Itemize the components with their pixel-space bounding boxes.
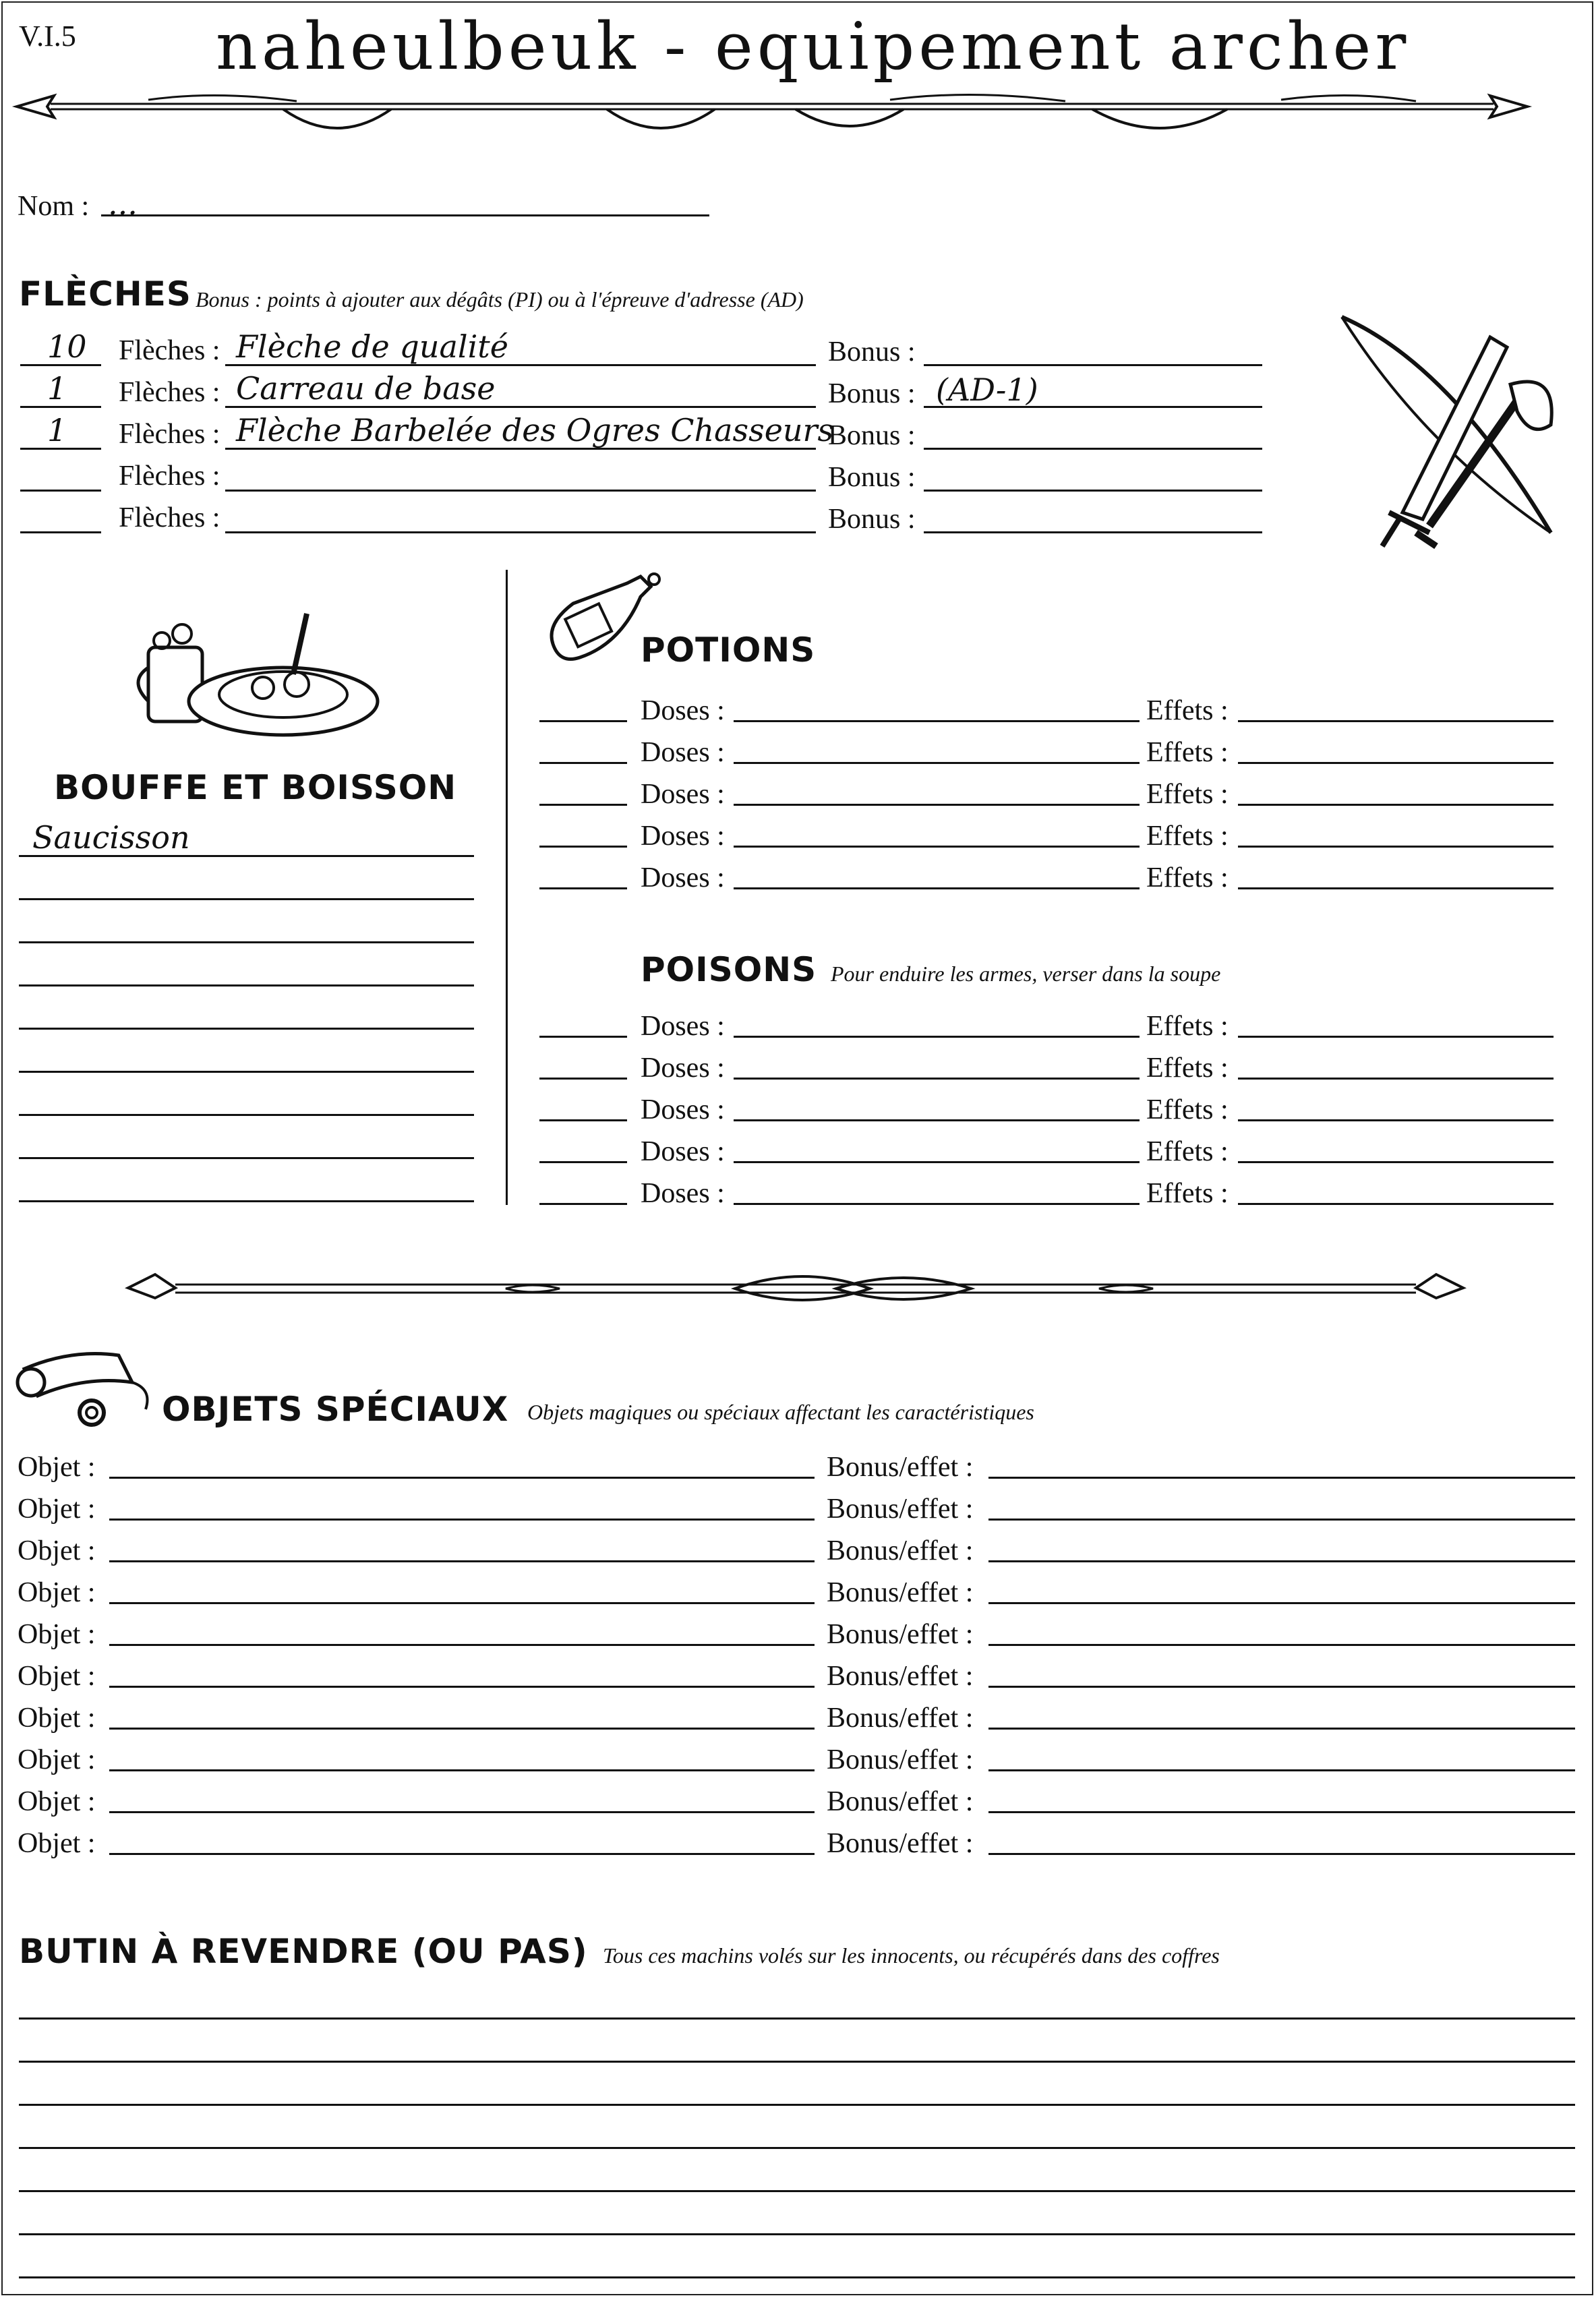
potions-qty-line[interactable] <box>539 720 627 722</box>
fleche-bonus-label: Bonus : <box>828 504 916 535</box>
objet-line[interactable] <box>109 1728 815 1730</box>
objet-bonus-label: Bonus/effet : <box>827 1703 974 1734</box>
objets-note: Objets magiques ou spéciaux affectant les caractéristiques <box>527 1400 1034 1424</box>
poisons-qty-line[interactable] <box>539 1161 627 1163</box>
poisons-doses-line[interactable] <box>734 1203 1140 1205</box>
fleche-bonus-label: Bonus : <box>828 462 916 493</box>
fleche-name[interactable]: Flèche de qualité <box>236 328 509 365</box>
potions-doses-line[interactable] <box>734 762 1140 764</box>
potions-effets-line[interactable] <box>1238 720 1554 722</box>
fleche-bonus-label: Bonus : <box>828 378 916 409</box>
objet-bonus-label: Bonus/effet : <box>827 1577 974 1608</box>
column-divider <box>506 570 508 1205</box>
objet-bonus-line[interactable] <box>988 1853 1575 1855</box>
fleche-label: Flèches : <box>119 502 220 533</box>
objet-line[interactable] <box>109 1519 815 1521</box>
butin-line[interactable] <box>19 2104 1575 2106</box>
staff-divider-icon <box>128 1258 1463 1305</box>
objet-label: Objet : <box>18 1494 96 1525</box>
objet-line[interactable] <box>109 1477 815 1479</box>
objet-bonus-label: Bonus/effet : <box>827 1661 974 1692</box>
objet-bonus-label: Bonus/effet : <box>827 1535 974 1566</box>
bouffe-item[interactable]: Saucisson <box>32 819 190 856</box>
poisons-doses-line[interactable] <box>734 1078 1140 1080</box>
potions-effets-line[interactable] <box>1238 846 1554 848</box>
objet-bonus-label: Bonus/effet : <box>827 1494 974 1525</box>
poisons-doses-line[interactable] <box>734 1036 1140 1038</box>
fleche-label: Flèches : <box>119 335 220 366</box>
nom-field-line <box>101 214 709 216</box>
objet-bonus-line[interactable] <box>988 1811 1575 1813</box>
potions-effets-label: Effets : <box>1146 862 1229 893</box>
potions-doses-line[interactable] <box>734 887 1140 889</box>
fleche-name-line <box>225 490 816 492</box>
bouffe-line <box>19 898 474 900</box>
fleche-label: Flèches : <box>119 377 220 408</box>
objet-bonus-line[interactable] <box>988 1477 1575 1479</box>
scroll-ring-icon <box>18 1342 166 1430</box>
potions-effets-line[interactable] <box>1238 887 1554 889</box>
potions-doses-line[interactable] <box>734 846 1140 848</box>
fleche-label: Flèches : <box>119 461 220 492</box>
potions-effets-label: Effets : <box>1146 821 1229 852</box>
poisons-effets-line[interactable] <box>1238 1119 1554 1121</box>
poisons-doses-label: Doses : <box>641 1136 725 1167</box>
poisons-qty-line[interactable] <box>539 1036 627 1038</box>
nom-label: Nom : <box>18 191 90 222</box>
potions-effets-line[interactable] <box>1238 804 1554 806</box>
crossed-weapons-icon <box>1315 310 1571 553</box>
poisons-doses-label: Doses : <box>641 1011 725 1042</box>
poisons-effets-label: Effets : <box>1146 1011 1229 1042</box>
butin-line[interactable] <box>19 2233 1575 2235</box>
butin-line[interactable] <box>19 2147 1575 2149</box>
objet-line[interactable] <box>109 1602 815 1604</box>
poisons-title: POISONS <box>641 950 817 989</box>
objet-bonus-line[interactable] <box>988 1686 1575 1688</box>
fleche-bonus-label: Bonus : <box>828 336 916 367</box>
fleche-bonus-line <box>924 531 1262 533</box>
poisons-effets-label: Effets : <box>1146 1094 1229 1125</box>
objet-bonus-line[interactable] <box>988 1560 1575 1562</box>
objet-bonus-label: Bonus/effet : <box>827 1744 974 1775</box>
fleches-note: Bonus : points à ajouter aux dégâts (PI) ou à l'épreuve d'adresse (AD) <box>196 287 804 312</box>
fleche-label: Flèches : <box>119 419 220 450</box>
potions-doses-label: Doses : <box>641 862 725 893</box>
potions-qty-line[interactable] <box>539 846 627 848</box>
poisons-effets-label: Effets : <box>1146 1178 1229 1209</box>
fleches-title: FLÈCHES <box>19 274 191 314</box>
potions-qty-line[interactable] <box>539 804 627 806</box>
objet-bonus-line[interactable] <box>988 1728 1575 1730</box>
objet-label: Objet : <box>18 1577 96 1608</box>
fleche-name[interactable]: Flèche Barbelée des Ogres Chasseurs <box>236 412 834 448</box>
objet-line[interactable] <box>109 1769 815 1771</box>
fleche-bonus-line <box>924 490 1262 492</box>
objet-bonus-line[interactable] <box>988 1519 1575 1521</box>
objet-bonus-label: Bonus/effet : <box>827 1452 974 1483</box>
objet-label: Objet : <box>18 1661 96 1692</box>
fleche-qty-line <box>20 490 101 492</box>
objet-label: Objet : <box>18 1535 96 1566</box>
bouffe-line <box>19 941 474 943</box>
potions-qty-line[interactable] <box>539 887 627 889</box>
objet-label: Objet : <box>18 1452 96 1483</box>
objet-bonus-label: Bonus/effet : <box>827 1828 974 1859</box>
objet-label: Objet : <box>18 1786 96 1817</box>
potions-effets-line[interactable] <box>1238 762 1554 764</box>
poisons-doses-label: Doses : <box>641 1053 725 1084</box>
objet-line[interactable] <box>109 1853 815 1855</box>
butin-line[interactable] <box>19 2190 1575 2192</box>
potions-title: POTIONS <box>641 630 816 670</box>
poisons-qty-line[interactable] <box>539 1078 627 1080</box>
fleche-name[interactable]: Carreau de base <box>236 370 496 407</box>
butin-line[interactable] <box>19 2017 1575 2020</box>
poisons-qty-line[interactable] <box>539 1203 627 1205</box>
objet-bonus-label: Bonus/effet : <box>827 1619 974 1650</box>
poisons-doses-label: Doses : <box>641 1178 725 1209</box>
objet-line[interactable] <box>109 1560 815 1562</box>
bouffe-line <box>19 1200 474 1202</box>
bouffe-title: BOUFFE ET BOISSON <box>54 768 457 807</box>
potions-doses-line[interactable] <box>734 804 1140 806</box>
fleche-qty[interactable]: 1 <box>47 370 67 407</box>
objet-bonus-line[interactable] <box>988 1769 1575 1771</box>
poisons-effets-label: Effets : <box>1146 1136 1229 1167</box>
food-plate-icon <box>142 607 384 742</box>
butin-line[interactable] <box>19 2061 1575 2063</box>
potions-effets-label: Effets : <box>1146 779 1229 810</box>
poisons-doses-label: Doses : <box>641 1094 725 1125</box>
fleche-qty[interactable]: 1 <box>47 412 67 448</box>
poisons-effets-line[interactable] <box>1238 1161 1554 1163</box>
objet-line[interactable] <box>109 1644 815 1646</box>
poisons-doses-line[interactable] <box>734 1161 1140 1163</box>
objet-label: Objet : <box>18 1828 96 1859</box>
bouffe-line <box>19 984 474 986</box>
bouffe-line <box>19 1157 474 1159</box>
poisons-note: Pour enduire les armes, verser dans la soupe <box>831 962 1221 986</box>
page-title: naheulbeuk - equipement archer <box>216 9 1411 84</box>
objet-bonus-label: Bonus/effet : <box>827 1786 974 1817</box>
poisons-effets-line[interactable] <box>1238 1078 1554 1080</box>
objet-line[interactable] <box>109 1811 815 1813</box>
objet-label: Objet : <box>18 1744 96 1775</box>
poisons-qty-line[interactable] <box>539 1119 627 1121</box>
poisons-effets-label: Effets : <box>1146 1053 1229 1084</box>
version-label: V.I.5 <box>19 20 76 53</box>
fleche-bonus-label: Bonus : <box>828 420 916 451</box>
fleche-qty[interactable]: 10 <box>47 328 87 365</box>
butin-title: BUTIN À REVENDRE (OU PAS) <box>19 1932 588 1971</box>
fleche-qty-line <box>20 531 101 533</box>
objet-bonus-line[interactable] <box>988 1602 1575 1604</box>
bouffe-line <box>19 1114 474 1116</box>
potions-effets-label: Effets : <box>1146 737 1229 768</box>
potions-qty-line[interactable] <box>539 762 627 764</box>
objet-bonus-line[interactable] <box>988 1644 1575 1646</box>
butin-line[interactable] <box>19 2276 1575 2278</box>
potions-doses-label: Doses : <box>641 695 725 726</box>
objets-title: OBJETS SPÉCIAUX <box>162 1390 509 1429</box>
potions-doses-label: Doses : <box>641 821 725 852</box>
fleche-bonus-line <box>924 364 1262 366</box>
nom-value[interactable]: ... <box>108 185 138 222</box>
potions-doses-label: Doses : <box>641 737 725 768</box>
objet-label: Objet : <box>18 1619 96 1650</box>
potions-effets-label: Effets : <box>1146 695 1229 726</box>
fleche-bonus[interactable]: (AD-1) <box>936 372 1038 408</box>
potions-doses-label: Doses : <box>641 779 725 810</box>
butin-note: Tous ces machins volés sur les innocents, ou récupérés dans des coffres <box>603 1943 1220 1968</box>
potions-doses-line[interactable] <box>734 720 1140 722</box>
objet-label: Objet : <box>18 1703 96 1734</box>
objet-line[interactable] <box>109 1686 815 1688</box>
poisons-doses-line[interactable] <box>734 1119 1140 1121</box>
arrow-divider-icon <box>13 86 1531 147</box>
bouffe-line <box>19 1028 474 1030</box>
fleche-bonus-line <box>924 448 1262 450</box>
fleche-name-line <box>225 531 816 533</box>
poisons-effets-line[interactable] <box>1238 1203 1554 1205</box>
poisons-effets-line[interactable] <box>1238 1036 1554 1038</box>
bouffe-line <box>19 1071 474 1073</box>
